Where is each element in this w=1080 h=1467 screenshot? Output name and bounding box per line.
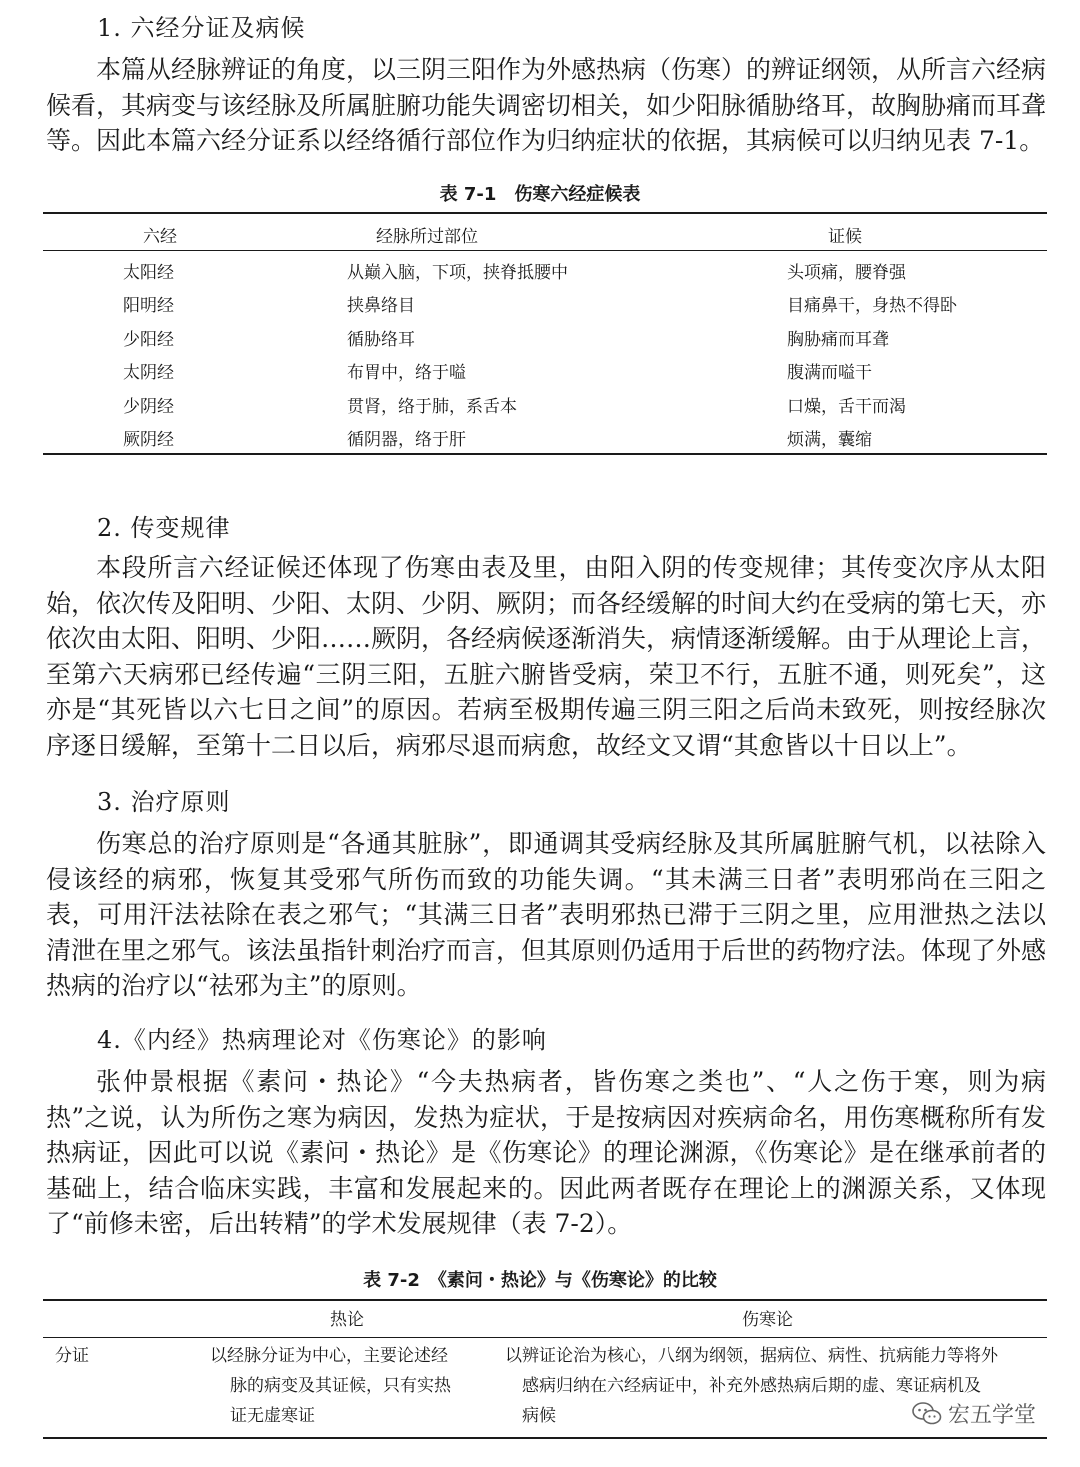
- table-cell-symptom: 目痛鼻干，身热不得卧: [787, 296, 957, 316]
- table-1-caption: 表 7-1 伤寒六经症候表: [439, 184, 641, 205]
- table-cell-route: 循胁络耳: [347, 330, 415, 350]
- table-2-cell-line: 以辨证论治为核心，八纲为纲领，据病位、病性、抗病能力等将外: [505, 1346, 998, 1366]
- table-2-header-cell: 热论: [330, 1310, 364, 1330]
- section-1-paragraph: 本篇从经脉辨证的角度，以三阴三阳作为外感热病（伤寒）的辨证纲领，从所言六经病候看，其病变与该经脉及所属脏腑功能失调密切相关，如少阳脉循胁络耳，故胸胁痛而耳聋等。因此本篇六经分证系以经络循行部位作为归纳症状的依据，其病候可以归纳见表 7-1。: [46, 55, 1047, 156]
- section-3-paragraph: 伤寒总的治疗原则是“各通其脏脉”，即通调其受病经脉及其所属脏腑气机，以祛除入侵该经的病邪，恢复其受邪气所伤而致的功能失调。“其未满三日者”表明邪尚在三阳之表，可用汗法祛除在表之邪气；“其满三日者”表明邪热已滞于三阴之里，应用泄热之法以清泄在里之邪气。该法虽指针刺治疗而言，但其原则仍适用于后世的药物疗法。体现了外感热病的治疗以“祛邪为主”的原则。: [46, 829, 1047, 1001]
- table-cell-channel: 少阴经: [123, 397, 174, 417]
- table-2-cell-line: 以经脉分证为中心，主要论述经: [210, 1346, 448, 1366]
- table-2-header-cell: 伤寒论: [742, 1310, 793, 1330]
- table-cell-symptom: 腹满而嗌干: [787, 363, 872, 383]
- table-row: [43, 325, 1047, 355]
- table-cell-route: 布胃中，络于嗌: [347, 363, 466, 383]
- section-1-heading: 1. 六经分证及病候: [97, 14, 306, 42]
- table-cell-channel: 少阳经: [123, 330, 174, 350]
- table-2-cell-line: 证无虚寒证: [230, 1406, 315, 1426]
- table-2-cell-line: 感病归纳在六经病证中，补充外感热病后期的虚、寒证病机及: [522, 1376, 981, 1396]
- section-2-paragraph: 本段所言六经证候还体现了伤寒由表及里，由阳入阴的传变规律；其传变次序从太阳始，依次传及阳明、少阳、太阴、少阴、厥阴；而各经缓解的时间大约在受病的第七天，亦依次由太阳、阳明、少阳……厥阴，各经病候逐渐消失，病情逐渐缓解。由于从理论上言，至第六天病邪已经传遍“三阴三阳，五脏六腑皆受病，荣卫不行，五脏不通，则死矣”，这亦是“其死皆以六七日之间”的原因。若病至极期传遍三阴三阳之后尚未致死，则按经脉次序逐日缓解，至第十二日以后，病邪尽退而病愈，故经文又谓“其愈皆以十日以上”。: [46, 553, 1047, 760]
- table-1-header-cell: 证候: [828, 227, 862, 247]
- table-2-caption: 表 7-2 《素问・热论》与《伤寒论》的比较: [363, 1270, 717, 1291]
- table-row: [43, 258, 1047, 288]
- table-row: [43, 291, 1047, 321]
- table-cell-symptom: 口燥，舌干而渴: [787, 397, 906, 417]
- table-cell-symptom: 烦满，囊缩: [787, 430, 872, 450]
- watermark: [906, 1396, 1042, 1431]
- section-4-heading: 4.《内经》热病理论对《伤寒论》的影响: [97, 1026, 547, 1054]
- section-2-heading: 2. 传变规律: [97, 514, 231, 542]
- table-cell-route: 挟鼻络目: [347, 296, 415, 316]
- table-2-bottom-rule: [43, 1437, 1047, 1439]
- table-2-cell-line: 脉的病变及其证候，只有实热: [230, 1376, 451, 1396]
- table-cell-channel: 太阳经: [123, 263, 174, 283]
- chat-bubble-icon: [912, 1401, 942, 1427]
- table-cell-route: 贯肾，络于肺，系舌本: [347, 397, 517, 417]
- table-cell-channel: 厥阴经: [123, 430, 174, 450]
- table-cell-symptom: 头项痛，腰脊强: [787, 263, 906, 283]
- table-row: [43, 392, 1047, 422]
- table-cell-route: 从巅入脑，下项，挟脊抵腰中: [347, 263, 568, 283]
- watermark-text: 宏五学堂: [947, 1403, 1036, 1428]
- table-cell-route: 循阴器，络于肝: [347, 430, 466, 450]
- table-1-header-row: [43, 222, 1047, 252]
- table-row: [43, 425, 1047, 455]
- table-cell-channel: 太阴经: [123, 363, 174, 383]
- table-2-row-label: 分证: [55, 1346, 89, 1366]
- section-4-paragraph: 张仲景根据《素问・热论》“今夫热病者，皆伤寒之类也”、“人之伤于寒，则为病热”之说，认为所伤之寒为病因，发热为症状，于是按病因对疾病命名，用伤寒概称所有发热病证，因此可以说《素问・热论》是《伤寒论》的理论渊源，《伤寒论》是在继承前者的基础上，结合临床实践，丰富和发展起来的。因此两者既存在理论上的渊源关系，又体现了“前修未密，后出转精”的学术发展规律（表 7-2）。: [46, 1067, 1046, 1239]
- table-2-header-rule: [43, 1337, 1047, 1338]
- table-cell-symptom: 胸胁痛而耳聋: [787, 330, 889, 350]
- table-2-cell-line: 病候: [522, 1406, 556, 1426]
- table-row: [43, 358, 1047, 388]
- table-1-top-rule: [43, 212, 1047, 214]
- table-2-top-rule: [43, 1299, 1047, 1301]
- table-1-header-cell: 六经: [143, 227, 177, 247]
- section-3-heading: 3. 治疗原则: [97, 788, 231, 816]
- table-cell-channel: 阳明经: [123, 296, 174, 316]
- table-1-header-cell: 经脉所过部位: [376, 227, 478, 247]
